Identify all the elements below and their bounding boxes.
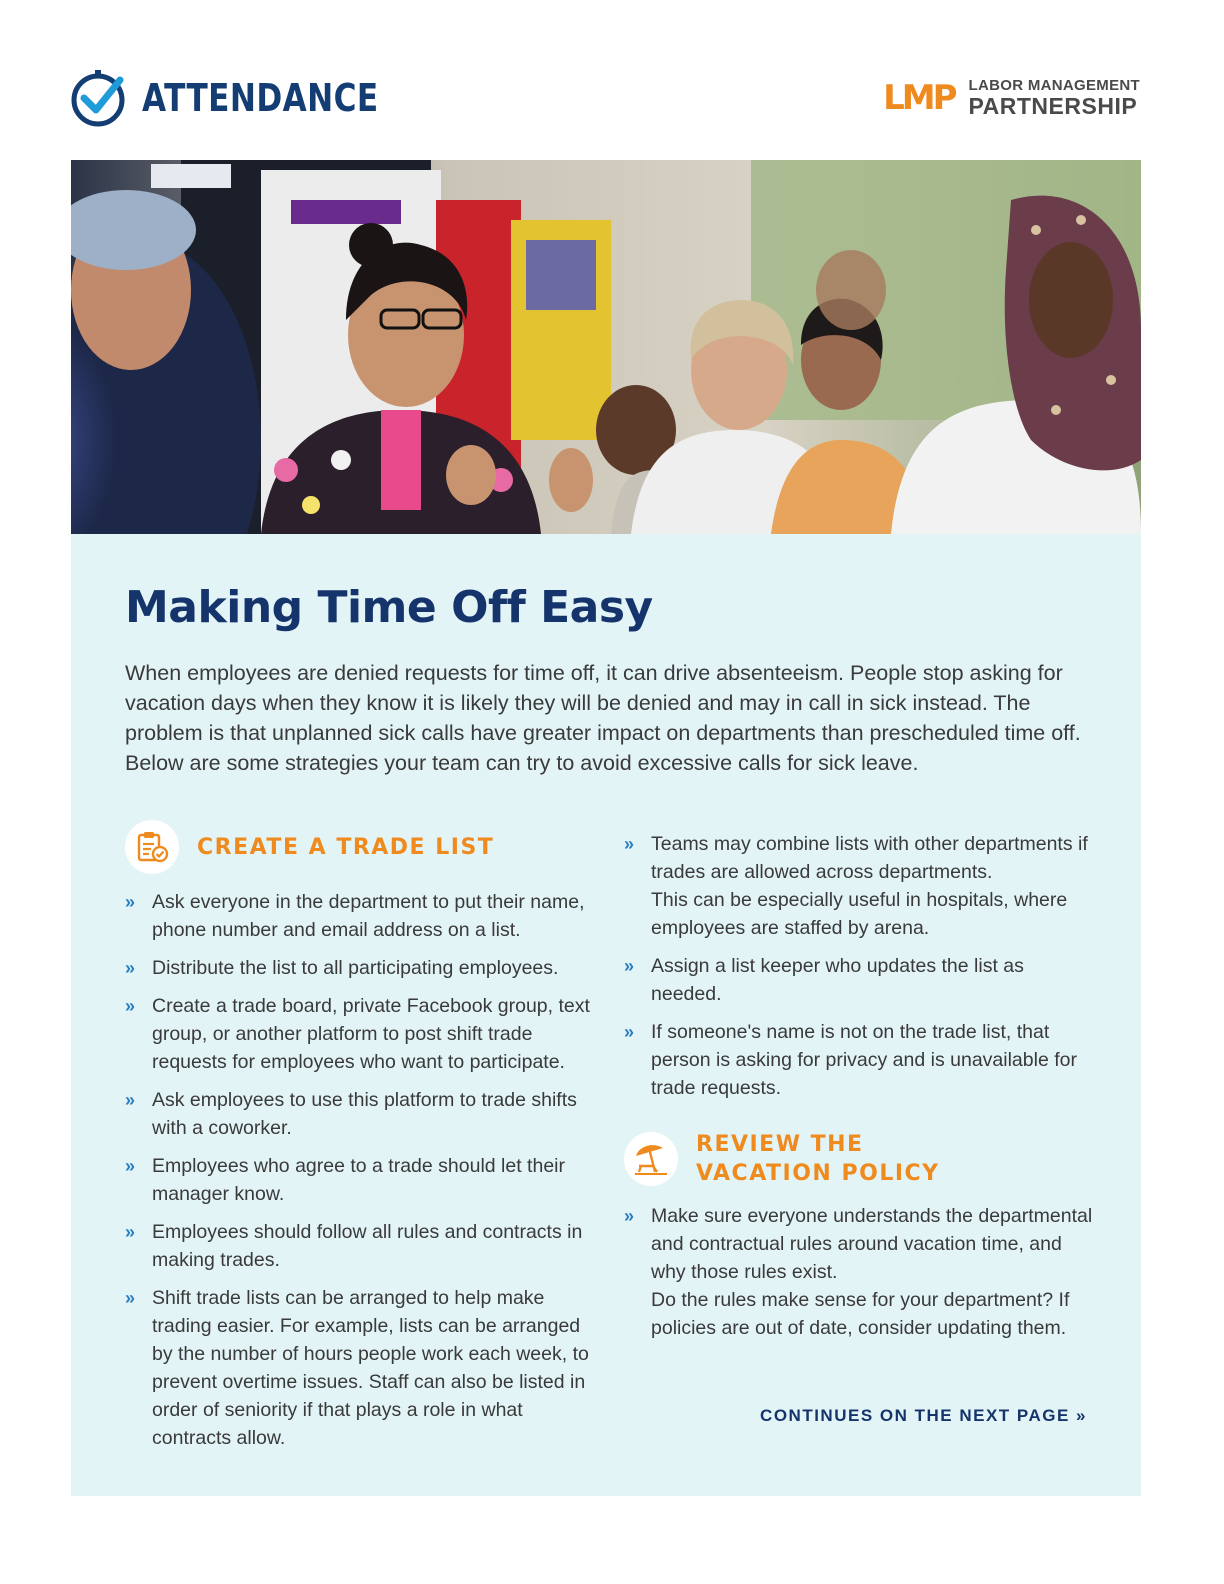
partner-name-line2: PARTNERSHIP <box>968 93 1138 119</box>
partner-logo <box>883 78 1140 118</box>
list-item: » Create a trade board, private Facebook group, text group, or another platform to post shift trade requests for employees who want to participate. <box>125 992 595 1076</box>
list-item: » Shift trade lists can be arranged to help make trading easier. For example, lists can be arranged by the number of hours people work each week, to prevent overtime issues. Staff can also be listed in order of seniority if that plays a role in what contracts allow. <box>125 1284 595 1452</box>
hero-photo <box>71 160 1141 534</box>
trade-list-title: CREATE A TRADE LIST <box>197 834 495 860</box>
clipboard-check-icon <box>135 830 169 864</box>
list-item: » Make sure everyone understands the departmental and contractual rules around vacation time, and why those rules exist. Do the rules make sense for your department? If policies are out of date, consider updating them. <box>624 1202 1094 1342</box>
clock-check-icon <box>70 68 130 128</box>
vacation-policy-title: REVIEW THE VACATION POLICY <box>696 1132 940 1186</box>
page-category-title: ATTENDANCE <box>142 76 379 120</box>
page-headline: Making Time Off Easy <box>125 582 653 633</box>
list-item: » If someone's name is not on the trade list, that person is asking for privacy and is unavailable for trade requests. <box>624 1018 1094 1102</box>
continues-next-page-link[interactable]: CONTINUES ON THE NEXT PAGE » <box>760 1406 1087 1425</box>
right-column <box>624 830 1094 1352</box>
vacation-policy-bullets <box>624 1202 1094 1342</box>
list-item: » Employees who agree to a trade should let their manager know. <box>125 1152 595 1208</box>
trade-list-bullets <box>125 888 595 1452</box>
brand <box>70 68 431 128</box>
list-item: » Ask employees to use this platform to trade shifts with a coworker. <box>125 1086 595 1142</box>
lmp-logo-mark: LMP <box>883 78 955 118</box>
list-item: » Distribute the list to all participating employees. <box>125 954 595 982</box>
list-item: » Employees should follow all rules and contracts in making trades. <box>125 1218 595 1274</box>
trade-list-heading <box>125 820 595 874</box>
list-item: » Ask everyone in the department to put their name, phone number and email address on a list. <box>125 888 595 944</box>
list-item: » Teams may combine lists with other departments if trades are allowed across departments. This can be especially useful in hospitals, where employees are staffed by arena. <box>624 830 1094 942</box>
vacation-policy-heading <box>624 1130 1094 1188</box>
list-item: » Assign a list keeper who updates the list as needed. <box>624 952 1094 1008</box>
beach-umbrella-icon <box>633 1142 669 1176</box>
trade-list-bullets-continued <box>624 830 1094 1102</box>
partner-name-line1: LABOR MANAGEMENT <box>968 77 1140 94</box>
intro-paragraph: When employees are denied requests for time off, it can drive absenteeism. People stop asking for vacation days when they know it is likely they will be denied and may in call in sick instead. The problem is that unplanned sick calls have greater impact on departments than prescheduled time off. Below are some strategies your team can try to avoid excessive calls for sick leave. <box>125 661 1081 775</box>
left-column <box>125 820 595 1462</box>
